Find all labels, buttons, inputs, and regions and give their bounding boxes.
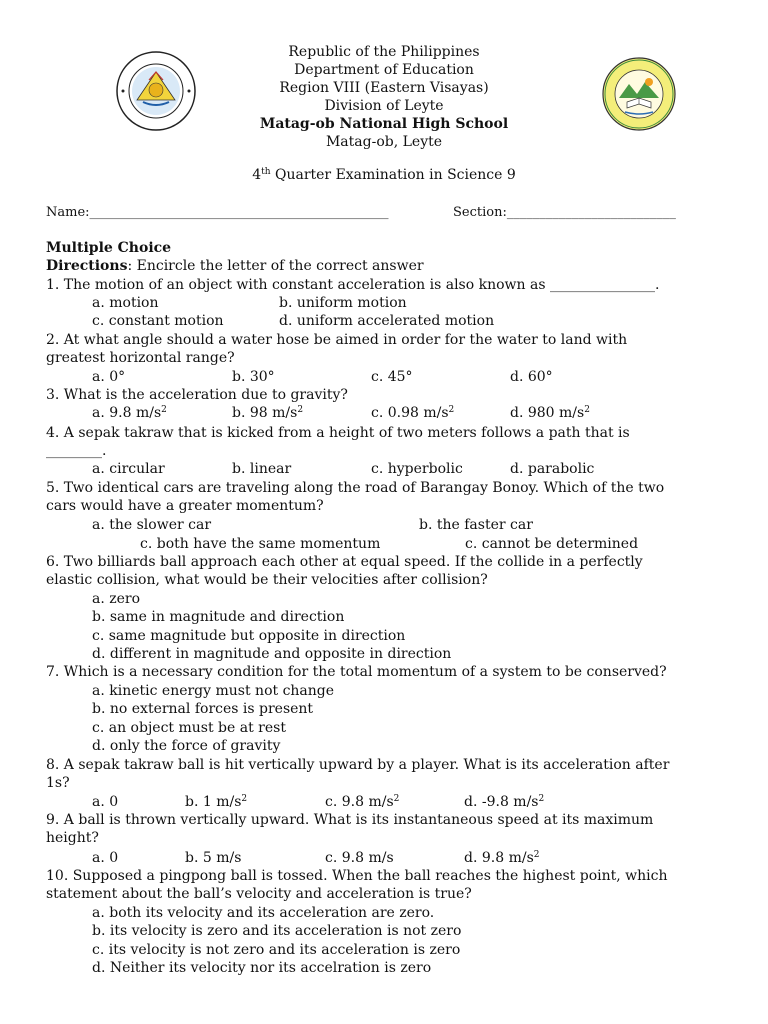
q3-option-c[interactable]: c. 0.98 $m/s^2$ xyxy=(371,405,455,421)
q3-option-a[interactable]: a. 9.8 $m/s^2$ xyxy=(92,405,167,421)
q5-option-d[interactable]: c. cannot be determined xyxy=(465,536,639,552)
q6-option-d[interactable]: d. different in magnitude and opposite in direction xyxy=(92,646,452,662)
q6-option-c[interactable]: c. same magnitude but opposite in direction xyxy=(92,628,406,644)
q8-option-d[interactable]: d. -9.8 $m/s^2$ xyxy=(464,794,545,810)
q7-option-a[interactable]: a. kinetic energy must not change xyxy=(92,683,335,699)
question-9: 9. A ball is thrown vertically upward. What is its instantaneous speed at its maximum xyxy=(46,812,654,828)
header-school: Matag-ob National High School xyxy=(259,116,509,132)
q10-option-b[interactable]: b. its velocity is zero and its acceleration is not zero xyxy=(92,923,462,939)
q2-option-d[interactable]: d. 60° xyxy=(510,369,553,385)
q5-option-c[interactable]: c. both have the same momentum xyxy=(140,536,381,552)
question-10: 10. Supposed a pingpong ball is tossed. When the ball reaches the highest point, which xyxy=(46,868,668,884)
q4-option-c[interactable]: c. hyperbolic xyxy=(371,461,463,477)
header-republic: Republic of the Philippines xyxy=(288,44,480,60)
question-8-cont: 1s? xyxy=(46,775,70,791)
q8-option-b[interactable]: b. 1 $m/s^2$ xyxy=(185,794,248,810)
q2-option-c[interactable]: c. 45° xyxy=(371,369,413,385)
q8-option-a[interactable]: a. 0 xyxy=(92,794,119,810)
question-3: 3. What is the acceleration due to gravity? xyxy=(46,387,348,403)
question-2-cont: greatest horizontal range? xyxy=(46,350,235,366)
section-field[interactable]: Section:__________________________ xyxy=(453,205,676,220)
question-9-cont: height? xyxy=(46,830,99,846)
q10-option-d[interactable]: d. Neither its velocity nor its accelration is zero xyxy=(92,960,432,976)
q10-option-c[interactable]: c. its velocity is not zero and its acceleration is zero xyxy=(92,942,461,958)
q7-option-b[interactable]: b. no external forces is present xyxy=(92,701,314,717)
directions: Directions: Encircle the letter of the correct answer xyxy=(46,258,424,274)
q5-option-b[interactable]: b. the faster car xyxy=(419,517,533,533)
q10-option-a[interactable]: a. both its velocity and its acceleration are zero. xyxy=(92,905,435,921)
q5-option-a[interactable]: a. the slower car xyxy=(92,517,212,533)
question-2: 2. At what angle should a water hose be aimed in order for the water to land with xyxy=(46,332,628,348)
header-department: Department of Education xyxy=(294,62,474,78)
question-6-cont: elastic collision, what would be their velocities after collision? xyxy=(46,572,488,588)
q9-option-b[interactable]: b. 5 m/s xyxy=(185,850,242,866)
q8-option-c[interactable]: c. 9.8 $m/s^2$ xyxy=(325,794,400,810)
name-field[interactable]: Name:______________________________________________ xyxy=(46,205,389,220)
q4-option-a[interactable]: a. circular xyxy=(92,461,165,477)
q9-option-c[interactable]: c. 9.8 m/s xyxy=(325,850,394,866)
q4-option-d[interactable]: d. parabolic xyxy=(510,461,595,477)
question-10-cont: statement about the ball’s velocity and acceleration is true? xyxy=(46,886,472,902)
question-7: 7. Which is a necessary condition for the total momentum of a system to be conserved? xyxy=(46,664,667,680)
q2-option-b[interactable]: b. 30° xyxy=(232,369,275,385)
q2-option-a[interactable]: a. 0° xyxy=(92,369,126,385)
question-4: 4. A sepak takraw that is kicked from a height of two meters follows a path that is xyxy=(46,425,630,441)
header-division: Division of Leyte xyxy=(324,98,444,114)
q6-option-a[interactable]: a. zero xyxy=(92,591,141,607)
q7-option-c[interactable]: c. an object must be at rest xyxy=(92,720,286,736)
q4-option-b[interactable]: b. linear xyxy=(232,461,292,477)
exam-title: 4th Quarter Examination in Science 9 xyxy=(252,167,516,183)
test-title: Multiple Choice xyxy=(46,240,172,256)
header-region: Region VIII (Eastern Visayas) xyxy=(279,80,489,96)
question-5: 5. Two identical cars are traveling along the road of Barangay Bonoy. Which of the two xyxy=(46,480,665,496)
q1-option-b[interactable]: b. uniform motion xyxy=(279,295,407,311)
question-1: 1. The motion of an object with constant acceleration is also known as _______________. xyxy=(46,277,660,293)
q7-option-d[interactable]: d. only the force of gravity xyxy=(92,738,281,754)
q6-option-b[interactable]: b. same in magnitude and direction xyxy=(92,609,345,625)
q1-option-c[interactable]: c. constant motion xyxy=(92,313,224,329)
question-5-cont: cars would have a greater momentum? xyxy=(46,498,324,514)
question-8: 8. A sepak takraw ball is hit vertically upward by a player. What is its acceleration after xyxy=(46,757,670,773)
question-4-cont: ________. xyxy=(46,443,107,459)
q1-option-d[interactable]: d. uniform accelerated motion xyxy=(279,313,495,329)
header-town: Matag-ob, Leyte xyxy=(325,134,443,150)
q3-option-d[interactable]: d. 980 $m/s^2$ xyxy=(510,405,590,421)
q1-option-a[interactable]: a. motion xyxy=(92,295,159,311)
q9-option-d[interactable]: d. 9.8 $m/s^2$ xyxy=(464,850,540,866)
q9-option-a[interactable]: a. 0 xyxy=(92,850,119,866)
question-6: 6. Two billiards ball approach each other at equal speed. If the collide in a perfectly xyxy=(46,554,643,570)
q3-option-b[interactable]: b. 98 $m/s^2$ xyxy=(232,405,304,421)
